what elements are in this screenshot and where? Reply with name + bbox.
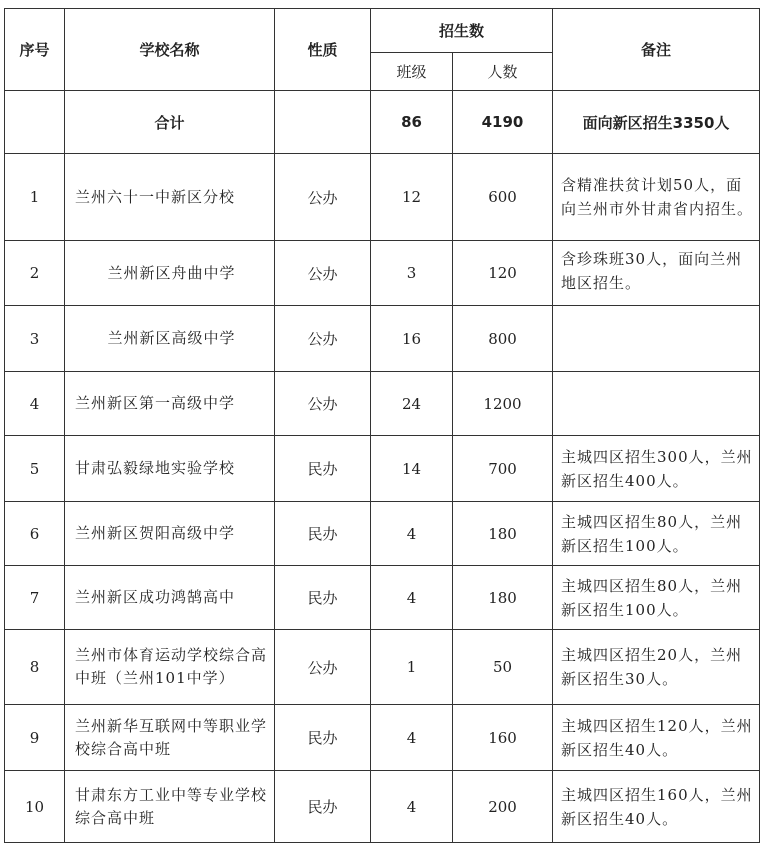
row-type: 公办: [275, 241, 371, 306]
row-classes: 12: [371, 154, 453, 241]
table-row: [5, 436, 760, 502]
row-classes: 4: [371, 502, 453, 566]
header-type: 性质: [275, 9, 371, 91]
row-remarks: 含精准扶贫计划50人，面向兰州市外甘肃省内招生。: [553, 154, 760, 241]
row-remarks: 主城四区招生80人，兰州新区招生100人。: [553, 566, 760, 630]
table-row: [5, 771, 760, 843]
table-row: [5, 502, 760, 566]
row-type: 公办: [275, 306, 371, 372]
row-type: 公办: [275, 630, 371, 705]
row-remarks: 主城四区招生120人，兰州新区招生40人。: [553, 705, 760, 771]
row-students: 120: [453, 241, 553, 306]
row-school-name: 兰州新区高级中学: [65, 306, 275, 372]
table-row: [5, 566, 760, 630]
header-school-name: 学校名称: [65, 9, 275, 91]
row-students: 1200: [453, 372, 553, 436]
total-students: 4190: [453, 91, 553, 154]
row-students: 180: [453, 502, 553, 566]
row-index: 9: [5, 705, 65, 771]
row-index: 1: [5, 154, 65, 241]
row-remarks: 主城四区招生300人，兰州新区招生400人。: [553, 436, 760, 502]
row-school-name: 甘肃东方工业中等专业学校综合高中班: [65, 771, 275, 843]
header-classes: 班级: [371, 53, 453, 91]
row-remarks: 含珍珠班30人，面向兰州地区招生。: [553, 241, 760, 306]
row-students: 800: [453, 306, 553, 372]
row-school-name: 兰州新区舟曲中学: [65, 241, 275, 306]
header-index: 序号: [5, 9, 65, 91]
row-school-name: 兰州新区成功鸿鹄高中: [65, 566, 275, 630]
row-classes: 16: [371, 306, 453, 372]
row-school-name: 兰州新区贺阳高级中学: [65, 502, 275, 566]
row-classes: 4: [371, 566, 453, 630]
row-classes: 1: [371, 630, 453, 705]
row-school-name: 兰州六十一中新区分校: [65, 154, 275, 241]
table-row: [5, 241, 760, 306]
row-remarks: 主城四区招生160人，兰州新区招生40人。: [553, 771, 760, 843]
table-row: [5, 372, 760, 436]
row-students: 50: [453, 630, 553, 705]
row-classes: 4: [371, 771, 453, 843]
row-school-name: 甘肃弘毅绿地实验学校: [65, 436, 275, 502]
row-type: 民办: [275, 771, 371, 843]
total-remarks: 面向新区招生3350人: [553, 91, 760, 154]
row-remarks: 主城四区招生20人，兰州新区招生30人。: [553, 630, 760, 705]
total-classes: 86: [371, 91, 453, 154]
row-type: 民办: [275, 436, 371, 502]
row-classes: 14: [371, 436, 453, 502]
table-row: [5, 154, 760, 241]
row-remarks: 主城四区招生80人，兰州新区招生100人。: [553, 502, 760, 566]
enrollment-table: [4, 8, 760, 843]
row-type: 公办: [275, 154, 371, 241]
row-index: 8: [5, 630, 65, 705]
row-students: 700: [453, 436, 553, 502]
total-index: [5, 91, 65, 154]
row-students: 160: [453, 705, 553, 771]
row-index: 2: [5, 241, 65, 306]
header-students: 人数: [453, 53, 553, 91]
row-index: 5: [5, 436, 65, 502]
row-type: 民办: [275, 705, 371, 771]
table-row: [5, 306, 760, 372]
row-students: 600: [453, 154, 553, 241]
row-type: 民办: [275, 502, 371, 566]
row-students: 200: [453, 771, 553, 843]
table-row: [5, 630, 760, 705]
total-label: 合计: [65, 91, 275, 154]
header-remarks: 备注: [553, 9, 760, 91]
row-classes: 24: [371, 372, 453, 436]
total-type: [275, 91, 371, 154]
row-type: 民办: [275, 566, 371, 630]
row-remarks: [553, 306, 760, 372]
row-remarks: [553, 372, 760, 436]
total-row: [5, 91, 760, 154]
row-school-name: 兰州新华互联网中等职业学校综合高中班: [65, 705, 275, 771]
row-index: 10: [5, 771, 65, 843]
row-school-name: 兰州新区第一高级中学: [65, 372, 275, 436]
row-classes: 4: [371, 705, 453, 771]
table-row: [5, 705, 760, 771]
row-index: 4: [5, 372, 65, 436]
row-type: 公办: [275, 372, 371, 436]
header-enrollment: 招生数: [371, 9, 553, 53]
row-students: 180: [453, 566, 553, 630]
row-classes: 3: [371, 241, 453, 306]
row-index: 6: [5, 502, 65, 566]
row-school-name: 兰州市体育运动学校综合高中班（兰州101中学）: [65, 630, 275, 705]
row-index: 3: [5, 306, 65, 372]
row-index: 7: [5, 566, 65, 630]
